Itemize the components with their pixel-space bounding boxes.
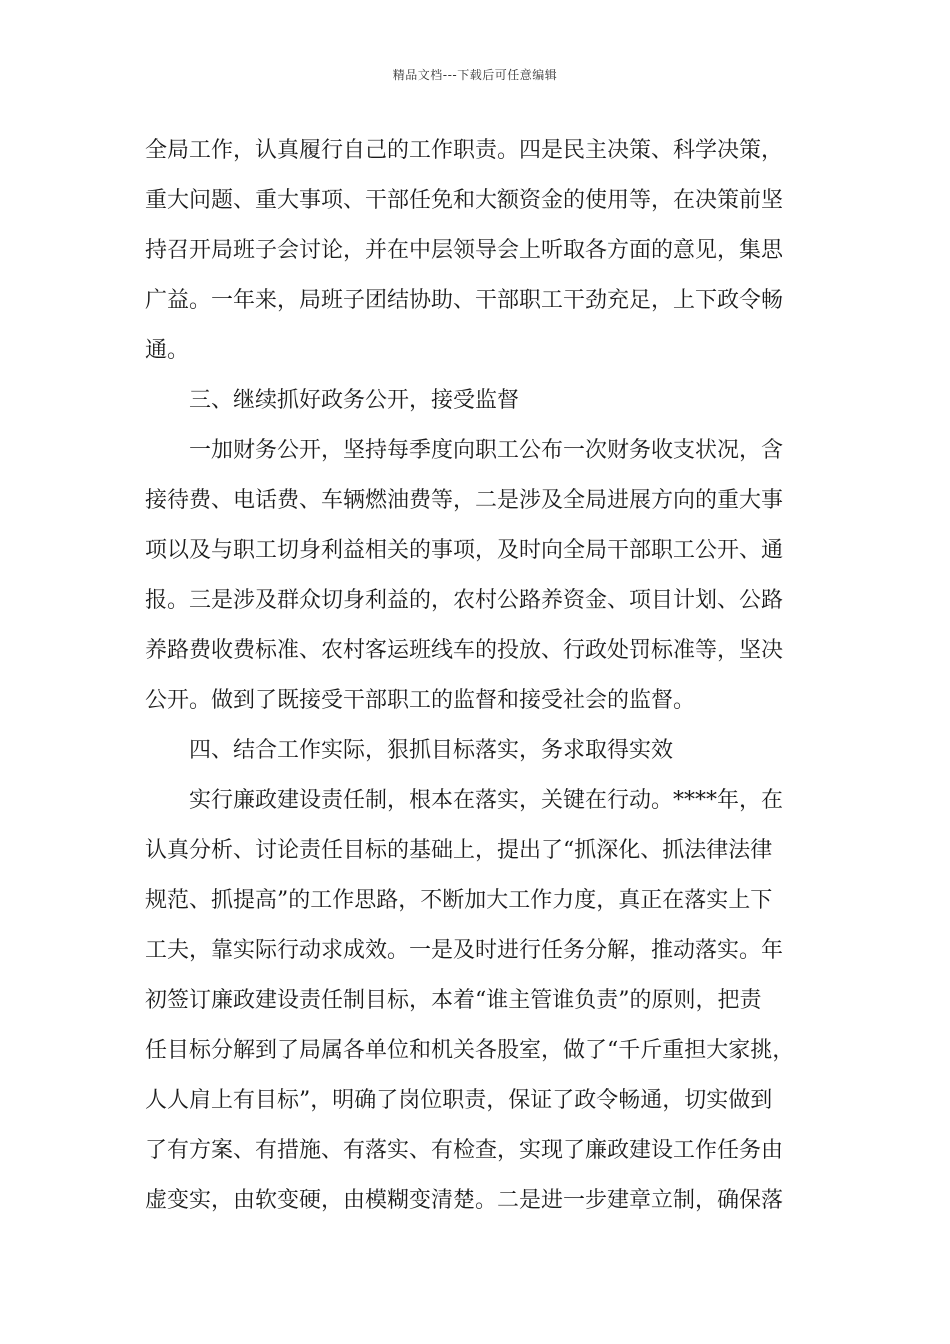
text-line: 人人肩上有目标”，明确了岗位职责，保证了政令畅通，切实做到 [145, 1088, 773, 1113]
text-line: 重大问题、重大事项、干部任免和大额资金的使用等，在决策前坚 [145, 188, 784, 213]
text-line: 养路费收费标准、农村客运班线车的投放、行政处罚标准等，坚决 [145, 638, 784, 663]
text-line: 广益。一年来，局班子团结协助、干部职工干劲充足，上下政令畅 [145, 288, 784, 313]
text-line: 报。三是涉及群众切身利益的，农村公路养资金、项目计划、公路 [145, 588, 784, 613]
text-line: 规范、抓提高”的工作思路，不断加大工作力度，真正在落实上下 [145, 888, 773, 913]
text-line: 一加财务公开，坚持每季度向职工公布一次财务收支状况，含 [189, 438, 784, 463]
text-line: 持召开局班子会讨论，并在中层领导会上听取各方面的意见，集思 [145, 238, 784, 263]
text-line: 四、结合工作实际，狠抓目标落实，务求取得实效 [189, 738, 674, 763]
text-line: 认真分析、讨论责任目标的基础上，提出了“抓深化、抓法律法律 [145, 838, 773, 863]
text-line: 项以及与职工切身利益相关的事项，及时向全局干部职工公开、通 [145, 538, 784, 563]
body-text [145, 126, 810, 1226]
text-line: 工夫，靠实际行动求成效。一是及时进行任务分解，推动落实。年 [145, 938, 784, 963]
text-line: 通。 [145, 338, 190, 363]
text-line: 公开。做到了既接受干部职工的监督和接受社会的监督。 [145, 688, 696, 713]
page-header: 精品文档---下载后可任意编辑 [392, 68, 558, 82]
text-line: 初签订廉政建设责任制目标，本着“谁主管谁负责”的原则，把责 [145, 988, 762, 1013]
text-line: 虚变实，由软变硬，由模糊变清楚。二是进一步建章立制，确保落 [145, 1188, 784, 1213]
text-line: 全局工作，认真履行自己的工作职责。四是民主决策、科学决策， [145, 138, 784, 163]
text-line: 接待费、电话费、车辆燃油费等，二是涉及全局进展方向的重大事 [145, 488, 784, 513]
text-line: 了有方案、有措施、有落实、有检查，实现了廉政建设工作任务由 [145, 1138, 784, 1163]
text-line: 实行廉政建设责任制，根本在落实，关键在行动。****年，在 [189, 788, 784, 813]
text-line: 三、继续抓好政务公开，接受监督 [189, 388, 520, 413]
text-line: 任目标分解到了局属各单位和机关各股室，做了“千斤重担大家挑， [145, 1038, 795, 1063]
